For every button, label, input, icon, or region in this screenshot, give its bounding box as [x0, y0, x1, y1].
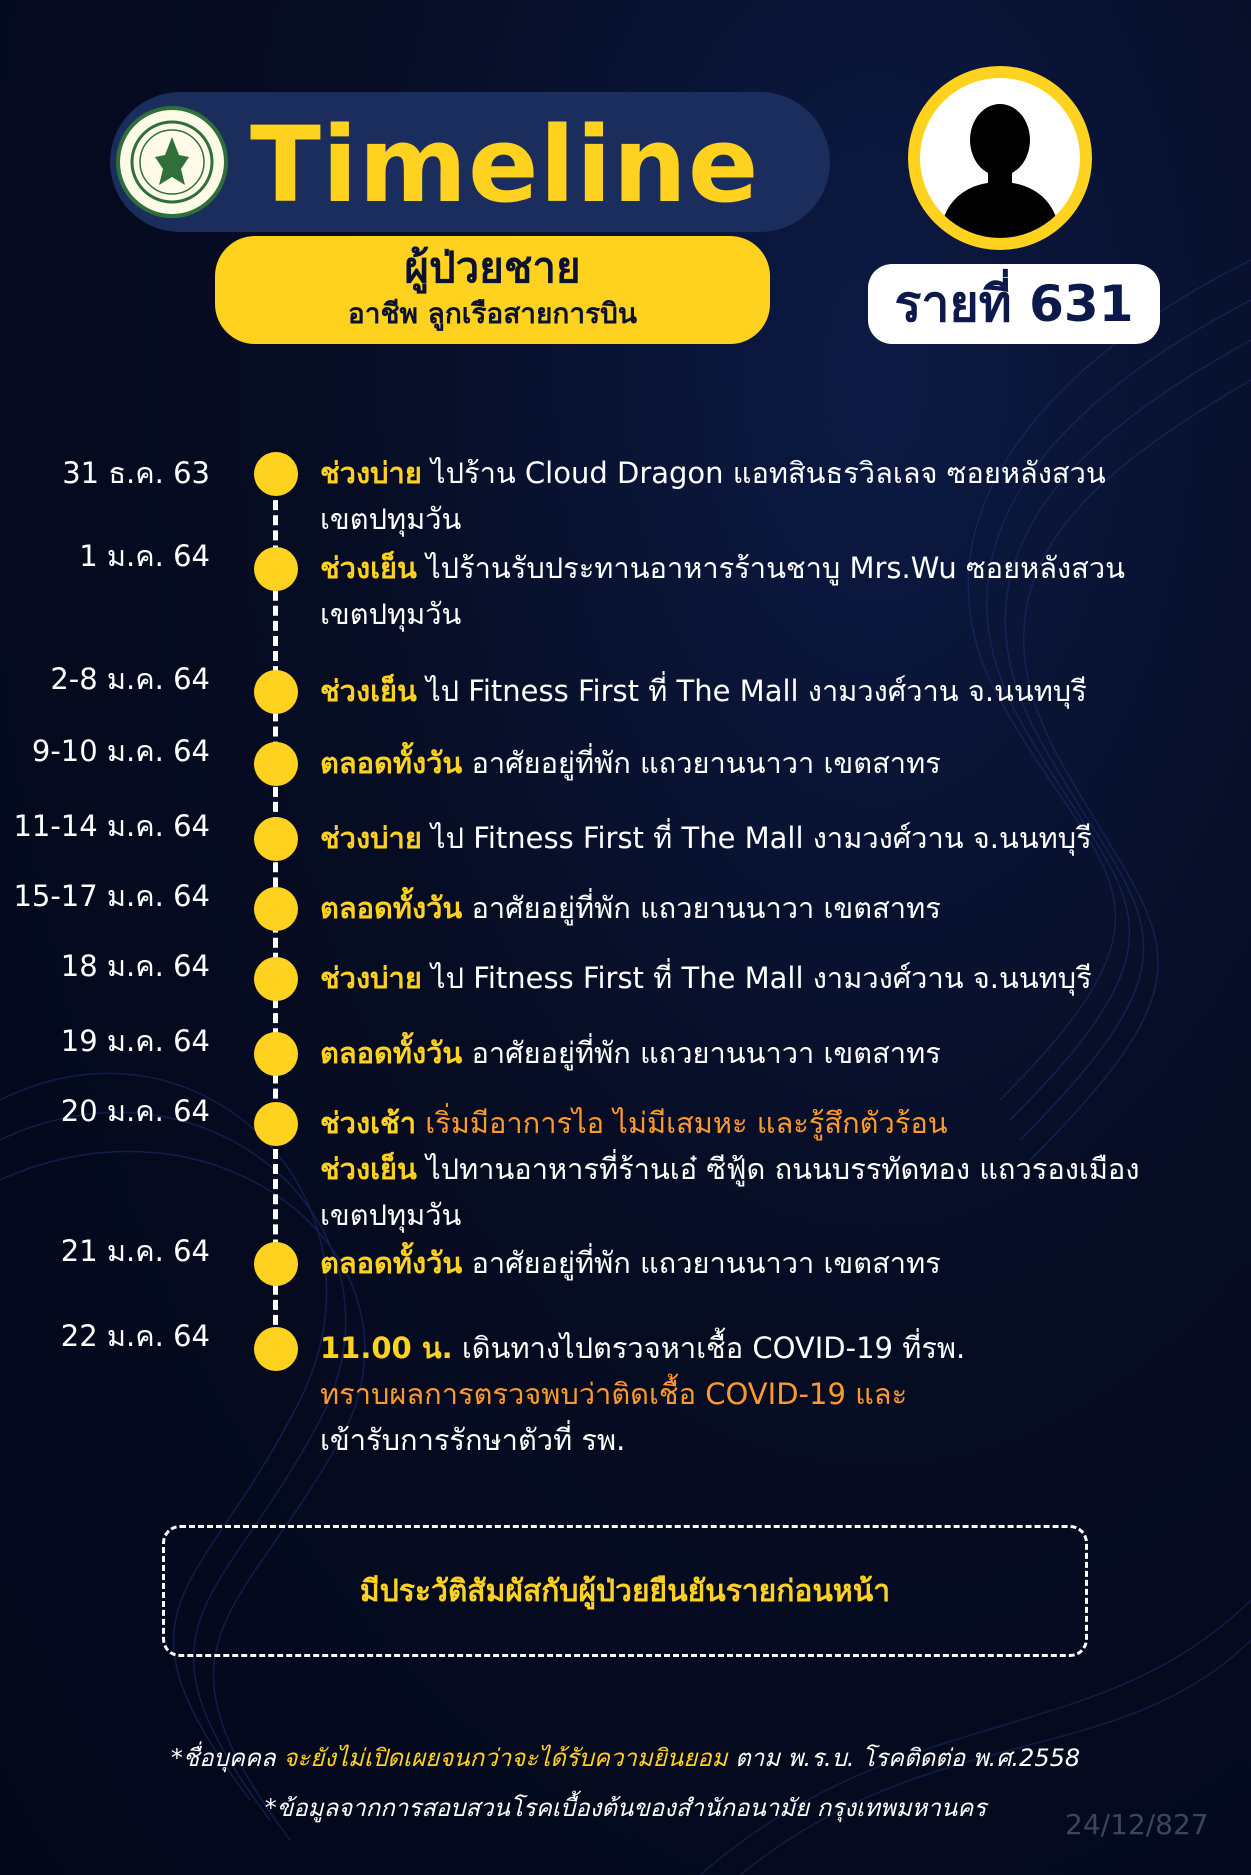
entry-line	[320, 955, 1225, 1001]
timeline-dot-icon	[254, 1102, 298, 1146]
time-of-day-label: ตลอดทั้งวัน	[320, 891, 463, 925]
entry-line	[320, 815, 1225, 861]
entry-description	[320, 955, 1225, 1001]
entry-date: 18 ม.ค. 64	[60, 949, 210, 983]
entry-line	[320, 496, 1225, 542]
time-of-day-label: ช่วงเย็น	[320, 674, 417, 708]
entry-line	[320, 885, 1225, 931]
entry-text: อาศัยอยู่ที่พัก แถวยานนาวา เขตสาทร	[462, 1036, 941, 1070]
entry-description	[320, 885, 1225, 931]
entry-line	[320, 1146, 1225, 1192]
time-of-day-label: ช่วงเช้า	[320, 1106, 417, 1140]
entry-text: อาศัยอยู่ที่พัก แถวยานนาวา เขตสาทร	[462, 891, 941, 925]
entry-text: เริ่มมีอาการไอ ไม่มีเสมหะ และรู้สึกตัวร้อน	[416, 1106, 948, 1140]
entry-date: 22 ม.ค. 64	[60, 1319, 210, 1353]
timeline-dot-icon	[254, 452, 298, 496]
time-of-day-label: ช่วงบ่าย	[320, 456, 422, 490]
entry-line	[320, 1100, 1225, 1146]
timeline-dot-icon	[254, 1032, 298, 1076]
entry-date: 11-14 ม.ค. 64	[13, 809, 210, 843]
entry-date: 20 ม.ค. 64	[60, 1094, 210, 1128]
timeline-dot-icon	[254, 957, 298, 1001]
timeline-dot-icon	[254, 1327, 298, 1371]
timeline-dot-icon	[254, 887, 298, 931]
entry-text: ไป Fitness First ที่ The Mall งามวงศ์วาน จ.นนทบุรี	[416, 674, 1087, 708]
entry-text: ทราบผลการตรวจพบว่าติดเชื้อ COVID-19 และ	[320, 1377, 908, 1411]
entry-description	[320, 815, 1225, 861]
entry-description	[320, 1240, 1225, 1286]
patient-gender: ผู้ป่วยชาย	[404, 243, 581, 292]
patient-occupation: อาชีพ ลูกเรือสายการบิน	[347, 297, 638, 330]
entry-line	[320, 740, 1225, 786]
entry-text: เข้ารับการรักษาตัวที่ รพ.	[320, 1423, 626, 1457]
entry-line	[320, 1371, 1225, 1417]
entry-date: 2-8 ม.ค. 64	[50, 662, 210, 696]
entry-line	[320, 545, 1225, 591]
entry-text: ไป Fitness First ที่ The Mall งามวงศ์วาน จ.นนทบุรี	[421, 821, 1092, 855]
entry-text: ไปร้าน Cloud Dragon แอทสินธรวิลเลจ ซอยหลังสวน	[421, 456, 1106, 490]
time-of-day-label: ช่วงบ่าย	[320, 961, 422, 995]
time-of-day-label: ช่วงเย็น	[320, 1152, 417, 1186]
entry-text: ไปทานอาหารที่ร้านเอ๋ ซีฟู้ด ถนนบรรทัดทอง แถวรองเมือง	[416, 1152, 1140, 1186]
watermark: 24/12/827	[1065, 1808, 1209, 1841]
entry-text: ไปร้านรับประทานอาหารร้านชาบู Mrs.Wu ซอยหลังสวน	[416, 551, 1125, 585]
entry-text: เขตปทุมวัน	[320, 502, 462, 536]
entry-description	[320, 1100, 1225, 1238]
entry-description	[320, 1325, 1225, 1463]
case-number-badge: รายที่ 631	[868, 264, 1160, 344]
entry-date: 31 ธ.ค. 63	[62, 456, 210, 490]
timeline-dot-icon	[254, 1242, 298, 1286]
time-of-day-label: ตลอดทั้งวัน	[320, 746, 463, 780]
entry-line	[320, 668, 1225, 714]
entry-line	[320, 1192, 1225, 1238]
time-of-day-label: 11.00 น.	[320, 1331, 453, 1365]
entry-text: อาศัยอยู่ที่พัก แถวยานนาวา เขตสาทร	[462, 1246, 941, 1280]
entry-date: 21 ม.ค. 64	[60, 1234, 210, 1268]
privacy-note-a: *ชื่อบุคคล	[170, 1744, 284, 1772]
time-of-day-label: ตลอดทั้งวัน	[320, 1246, 463, 1280]
timeline-dot-icon	[254, 670, 298, 714]
privacy-note	[0, 1738, 1251, 1777]
entry-text: เขตปทุมวัน	[320, 597, 462, 631]
entry-description	[320, 545, 1225, 637]
entry-description	[320, 450, 1225, 542]
entry-date: 1 ม.ค. 64	[79, 539, 210, 573]
contact-history-box	[162, 1525, 1088, 1657]
timeline-dot-icon	[254, 817, 298, 861]
entry-text: เดินทางไปตรวจหาเชื้อ COVID-19 ที่รพ.	[452, 1331, 966, 1365]
contact-history-text: มีประวัติสัมผัสกับผู้ป่วยยืนยันรายก่อนหน้า	[359, 1573, 891, 1609]
entry-line	[320, 1030, 1225, 1076]
entry-date: 19 ม.ค. 64	[60, 1024, 210, 1058]
entry-line	[320, 1417, 1225, 1463]
entry-line	[320, 450, 1225, 496]
privacy-note-c: ตาม พ.ร.บ. โรคติดต่อ พ.ศ.2558	[727, 1744, 1081, 1772]
page-title: Timeline	[250, 104, 760, 226]
entry-description	[320, 668, 1225, 714]
entry-date: 9-10 ม.ค. 64	[31, 734, 210, 768]
time-of-day-label: ช่วงเย็น	[320, 551, 417, 585]
entry-date: 15-17 ม.ค. 64	[13, 879, 210, 913]
entry-line	[320, 1240, 1225, 1286]
entry-line	[320, 591, 1225, 637]
timeline-dot-icon	[254, 547, 298, 591]
entry-description	[320, 740, 1225, 786]
entry-description	[320, 1030, 1225, 1076]
entry-text: ไป Fitness First ที่ The Mall งามวงศ์วาน จ.นนทบุรี	[421, 961, 1092, 995]
time-of-day-label: ตลอดทั้งวัน	[320, 1036, 463, 1070]
entry-text: เขตปทุมวัน	[320, 1198, 462, 1232]
entry-line	[320, 1325, 1225, 1371]
timeline-dot-icon	[254, 742, 298, 786]
entry-text: อาศัยอยู่ที่พัก แถวยานนาวา เขตสาทร	[462, 746, 941, 780]
source-note: *ข้อมูลจากการสอบสวนโรคเบื้องต้นของสำนักอนามัย กรุงเทพมหานคร	[264, 1794, 987, 1822]
privacy-note-b: จะยังไม่เปิดเผยจนกว่าจะได้รับความยินยอม	[283, 1744, 728, 1772]
time-of-day-label: ช่วงบ่าย	[320, 821, 422, 855]
